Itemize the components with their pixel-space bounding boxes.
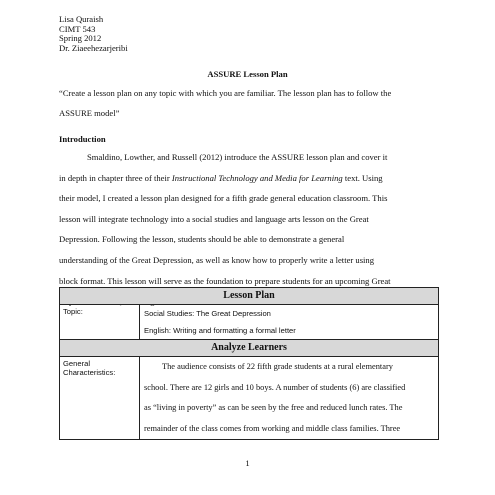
lesson-plan-table — [59, 287, 439, 440]
paragraph-line: their model, I created a lesson plan designed for a fifth grade general education classroom. This — [59, 193, 388, 204]
label-line: Characteristics: — [63, 367, 116, 377]
paragraph-line — [59, 168, 439, 189]
prompt-line-2: ASSURE model” — [59, 108, 120, 118]
page-number: 1 — [245, 458, 250, 468]
table-header-row — [60, 288, 439, 305]
label-line: General — [63, 359, 91, 368]
paragraph-line: lesson will integrate technology into a social studies and language arts lesson on the Great — [59, 213, 369, 224]
lesson-plan-header: Lesson Plan — [60, 288, 439, 305]
introduction-heading: Introduction — [59, 134, 106, 144]
prompt-line-1: “Create a lesson plan on any topic with which you are familiar. The lesson plan has to follow the — [59, 88, 392, 98]
paragraph-line-text: in depth in chapter three of their — [59, 172, 172, 183]
author-header — [59, 15, 128, 53]
term: Spring 2012 — [59, 33, 102, 44]
course-code: CIMT 543 — [59, 23, 96, 34]
author-name: Lisa Quraish — [59, 14, 104, 24]
assignment-prompt — [59, 83, 440, 123]
general-characteristics-value — [140, 357, 439, 440]
topic-value — [140, 305, 439, 340]
table-row — [60, 357, 439, 440]
general-characteristics-label — [60, 357, 140, 440]
table-header-row — [60, 340, 439, 357]
document-title: ASSURE Lesson Plan — [207, 69, 288, 79]
topic-label: Topic: — [60, 305, 140, 340]
topic-line: Social Studies: The Great Depression — [144, 309, 271, 318]
characteristics-line: The audience consists of 22 fifth grade students at a rural elementary — [162, 362, 393, 371]
characteristics-line: as “living in poverty” as can be seen by the free and reduced lunch rates. The — [144, 403, 403, 413]
paragraph-line: Depression. Following the lesson, students should be able to demonstrate a general — [59, 234, 345, 245]
instructor-name: Dr. Ziaeehezarjeribi — [59, 42, 128, 53]
characteristics-line: school. There are 12 girls and 10 boys. A number of students (6) are classified — [144, 382, 406, 392]
paragraph-line: Smaldino, Lowther, and Russell (2012) introduce the ASSURE lesson plan and cover it — [87, 152, 388, 162]
book-title: Instructional Technology and Media for Learning — [171, 172, 343, 183]
paragraph-line-text: text. Using — [342, 172, 383, 183]
paragraph-line: understanding of the Great Depression, as well as know how to properly write a letter using — [59, 254, 375, 265]
table-row — [60, 305, 439, 340]
characteristics-line: remainder of the class comes from working and middle class families. Three — [144, 423, 401, 433]
paragraph-line: block format. This lesson will serve as the foundation to prepare students for an upcoming Great — [59, 275, 391, 286]
analyze-learners-header: Analyze Learners — [60, 340, 439, 357]
topic-line: English: Writing and formatting a formal letter — [144, 326, 296, 335]
